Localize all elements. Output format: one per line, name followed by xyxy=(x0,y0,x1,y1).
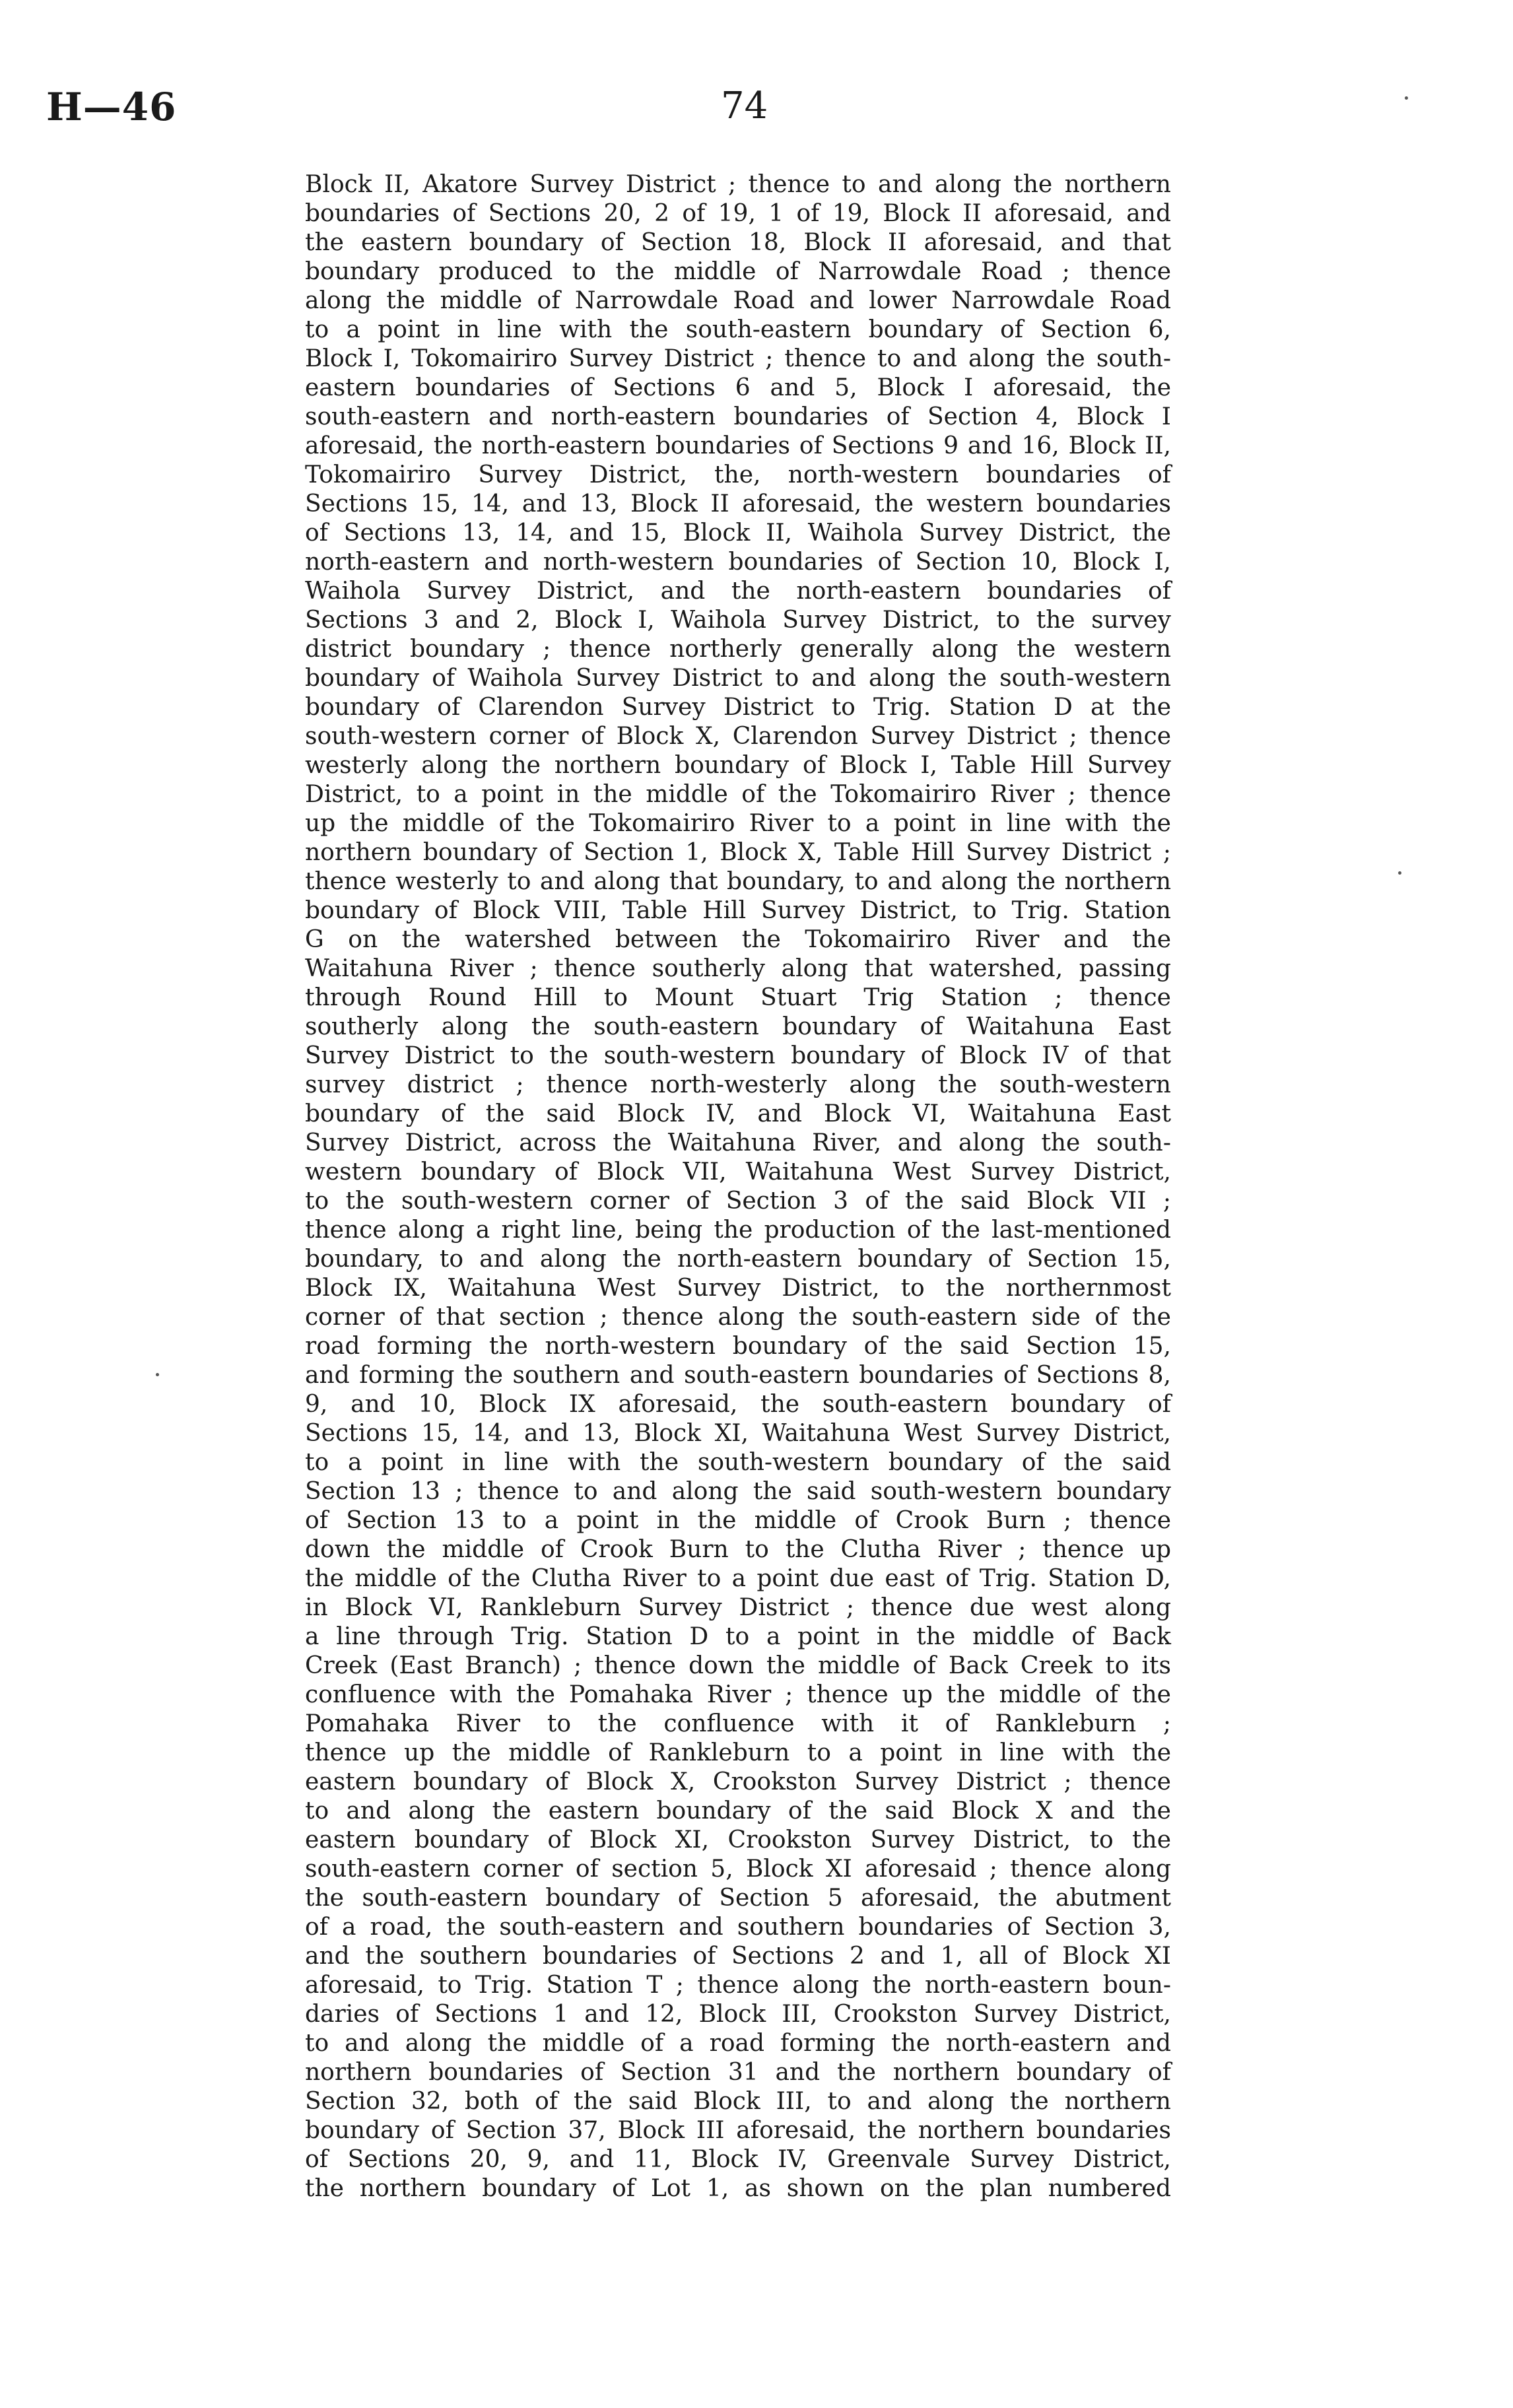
text-line: the northern boundary of Lot 1, as shown on the plan numbered xyxy=(305,2175,1171,2202)
text-line: Waihola Survey District, and the north-eastern boundaries of xyxy=(305,578,1171,605)
text-line: 9, and 10, Block IX aforesaid, the south-eastern boundary of xyxy=(305,1391,1171,1418)
text-line: boundary, to and along the north-eastern boundary of Section 15, xyxy=(305,1246,1171,1273)
text-line: and the southern boundaries of Sections 2 and 1, all of Block XI xyxy=(305,1943,1171,1970)
text-line: in Block VI, Rankleburn Survey District ; thence due west along xyxy=(305,1594,1171,1621)
text-line: G on the watershed between the Tokomairiro River and the xyxy=(305,926,1171,953)
text-line: confluence with the Pomahaka River ; thence up the middle of the xyxy=(305,1681,1171,1708)
text-line: northern boundary of Section 1, Block X, Table Hill Survey District ; xyxy=(305,839,1171,866)
text-line: boundaries of Sections 20, 2 of 19, 1 of 19, Block II aforesaid, and xyxy=(305,200,1171,227)
text-line: Survey District, across the Waitahuna River, and along the south- xyxy=(305,1129,1171,1156)
text-line: south-eastern corner of section 5, Block XI aforesaid ; thence along xyxy=(305,1856,1171,1883)
text-line: to the south-western corner of Section 3 of the said Block VII ; xyxy=(305,1187,1171,1215)
text-line: south-western corner of Block X, Clarendon Survey District ; thence xyxy=(305,723,1171,750)
text-line: along the middle of Narrowdale Road and lower Narrowdale Road xyxy=(305,287,1171,314)
text-line: District, to a point in the middle of the Tokomairiro River ; thence xyxy=(305,781,1171,808)
scan-speck xyxy=(1398,871,1401,875)
text-line: road forming the north-western boundary of the said Section 15, xyxy=(305,1333,1171,1360)
text-line: Section 32, both of the said Block III, to and along the northern xyxy=(305,2088,1171,2115)
page-number: 74 xyxy=(721,84,768,127)
text-line: aforesaid, the north-eastern boundaries of Sections 9 and 16, Block II, xyxy=(305,432,1171,459)
text-line: up the middle of the Tokomairiro River to a point in line with the xyxy=(305,810,1171,837)
text-line: of Section 13 to a point in the middle of Crook Burn ; thence xyxy=(305,1507,1171,1534)
text-line: southerly along the south-eastern boundary of Waitahuna East xyxy=(305,1013,1171,1040)
scan-speck xyxy=(1405,96,1408,100)
text-line: district boundary ; thence northerly generally along the western xyxy=(305,636,1171,663)
text-line: Block II, Akatore Survey District ; thence to and along the northern xyxy=(305,171,1171,198)
text-line: thence westerly to and along that boundary, to and along the northern xyxy=(305,868,1171,895)
text-line: down the middle of Crook Burn to the Clutha River ; thence up xyxy=(305,1536,1171,1563)
text-line: to and along the eastern boundary of the said Block X and the xyxy=(305,1797,1171,1824)
text-line: to a point in line with the south-eastern boundary of Section 6, xyxy=(305,316,1171,343)
text-line: and forming the southern and south-eastern boundaries of Sections 8, xyxy=(305,1362,1171,1389)
body-text xyxy=(305,170,1171,2203)
text-line: north-eastern and north-western boundaries of Section 10, Block I, xyxy=(305,549,1171,576)
text-line: Sections 15, 14, and 13, Block II aforesaid, the western boundaries xyxy=(305,490,1171,518)
text-line: Block I, Tokomairiro Survey District ; thence to and along the south- xyxy=(305,345,1171,372)
text-line: Creek (East Branch) ; thence down the middle of Back Creek to its xyxy=(305,1652,1171,1679)
text-line: boundary of the said Block IV, and Block VI, Waitahuna East xyxy=(305,1100,1171,1127)
text-line: Sections 3 and 2, Block I, Waihola Survey District, to the survey xyxy=(305,607,1171,634)
text-line: aforesaid, to Trig. Station T ; thence along the north-eastern boun- xyxy=(305,1972,1171,1999)
text-line: through Round Hill to Mount Stuart Trig Station ; thence xyxy=(305,984,1171,1011)
text-line: the middle of the Clutha River to a point due east of Trig. Station D, xyxy=(305,1565,1171,1592)
text-line: daries of Sections 1 and 12, Block III, Crookston Survey District, xyxy=(305,2001,1171,2028)
text-line: boundary of Waihola Survey District to and along the south-western xyxy=(305,665,1171,692)
text-line: boundary of Section 37, Block III aforesaid, the northern boundaries xyxy=(305,2117,1171,2144)
scan-speck xyxy=(156,1373,159,1376)
text-line: the eastern boundary of Section 18, Block II aforesaid, and that xyxy=(305,229,1171,256)
text-line: eastern boundaries of Sections 6 and 5, Block I aforesaid, the xyxy=(305,374,1171,401)
text-line: boundary produced to the middle of Narrowdale Road ; thence xyxy=(305,258,1171,285)
text-line: of Sections 13, 14, and 15, Block II, Waihola Survey District, the xyxy=(305,519,1171,547)
text-line: south-eastern and north-eastern boundaries of Section 4, Block I xyxy=(305,403,1171,430)
text-line: Tokomairiro Survey District, the, north-western boundaries of xyxy=(305,461,1171,488)
text-line: of Sections 20, 9, and 11, Block IV, Greenvale Survey District, xyxy=(305,2146,1171,2173)
text-line: thence along a right line, being the production of the last-mentioned xyxy=(305,1217,1171,1244)
text-line: Waitahuna River ; thence southerly along that watershed, passing xyxy=(305,955,1171,982)
text-line: Block IX, Waitahuna West Survey District, to the northernmost xyxy=(305,1275,1171,1302)
text-line: Sections 15, 14, and 13, Block XI, Waitahuna West Survey District, xyxy=(305,1420,1171,1447)
text-line: eastern boundary of Block X, Crookston Survey District ; thence xyxy=(305,1768,1171,1795)
text-line: Section 13 ; thence to and along the said south-western boundary xyxy=(305,1478,1171,1505)
document-reference: H—46 xyxy=(46,84,177,129)
text-line: boundary of Block VIII, Table Hill Survey District, to Trig. Station xyxy=(305,897,1171,924)
text-line: a line through Trig. Station D to a point in the middle of Back xyxy=(305,1623,1171,1650)
text-line: Pomahaka River to the confluence with it of Rankleburn ; xyxy=(305,1710,1171,1737)
text-line: the south-eastern boundary of Section 5 aforesaid, the abutment xyxy=(305,1885,1171,1912)
text-line: Survey District to the south-western boundary of Block IV of that xyxy=(305,1042,1171,1069)
text-line: westerly along the northern boundary of Block I, Table Hill Survey xyxy=(305,752,1171,779)
text-line: to and along the middle of a road forming the north-eastern and xyxy=(305,2030,1171,2057)
text-line: to a point in line with the south-western boundary of the said xyxy=(305,1449,1171,1476)
text-line: boundary of Clarendon Survey District to Trig. Station D at the xyxy=(305,694,1171,721)
text-line: survey district ; thence north-westerly along the south-western xyxy=(305,1071,1171,1098)
text-line: northern boundaries of Section 31 and the northern boundary of xyxy=(305,2059,1171,2086)
text-line: thence up the middle of Rankleburn to a point in line with the xyxy=(305,1739,1171,1766)
text-line: corner of that section ; thence along the south-eastern side of the xyxy=(305,1304,1171,1331)
text-line: western boundary of Block VII, Waitahuna West Survey District, xyxy=(305,1158,1171,1186)
text-line: eastern boundary of Block XI, Crookston Survey District, to the xyxy=(305,1826,1171,1854)
text-line: of a road, the south-eastern and southern boundaries of Section 3, xyxy=(305,1914,1171,1941)
